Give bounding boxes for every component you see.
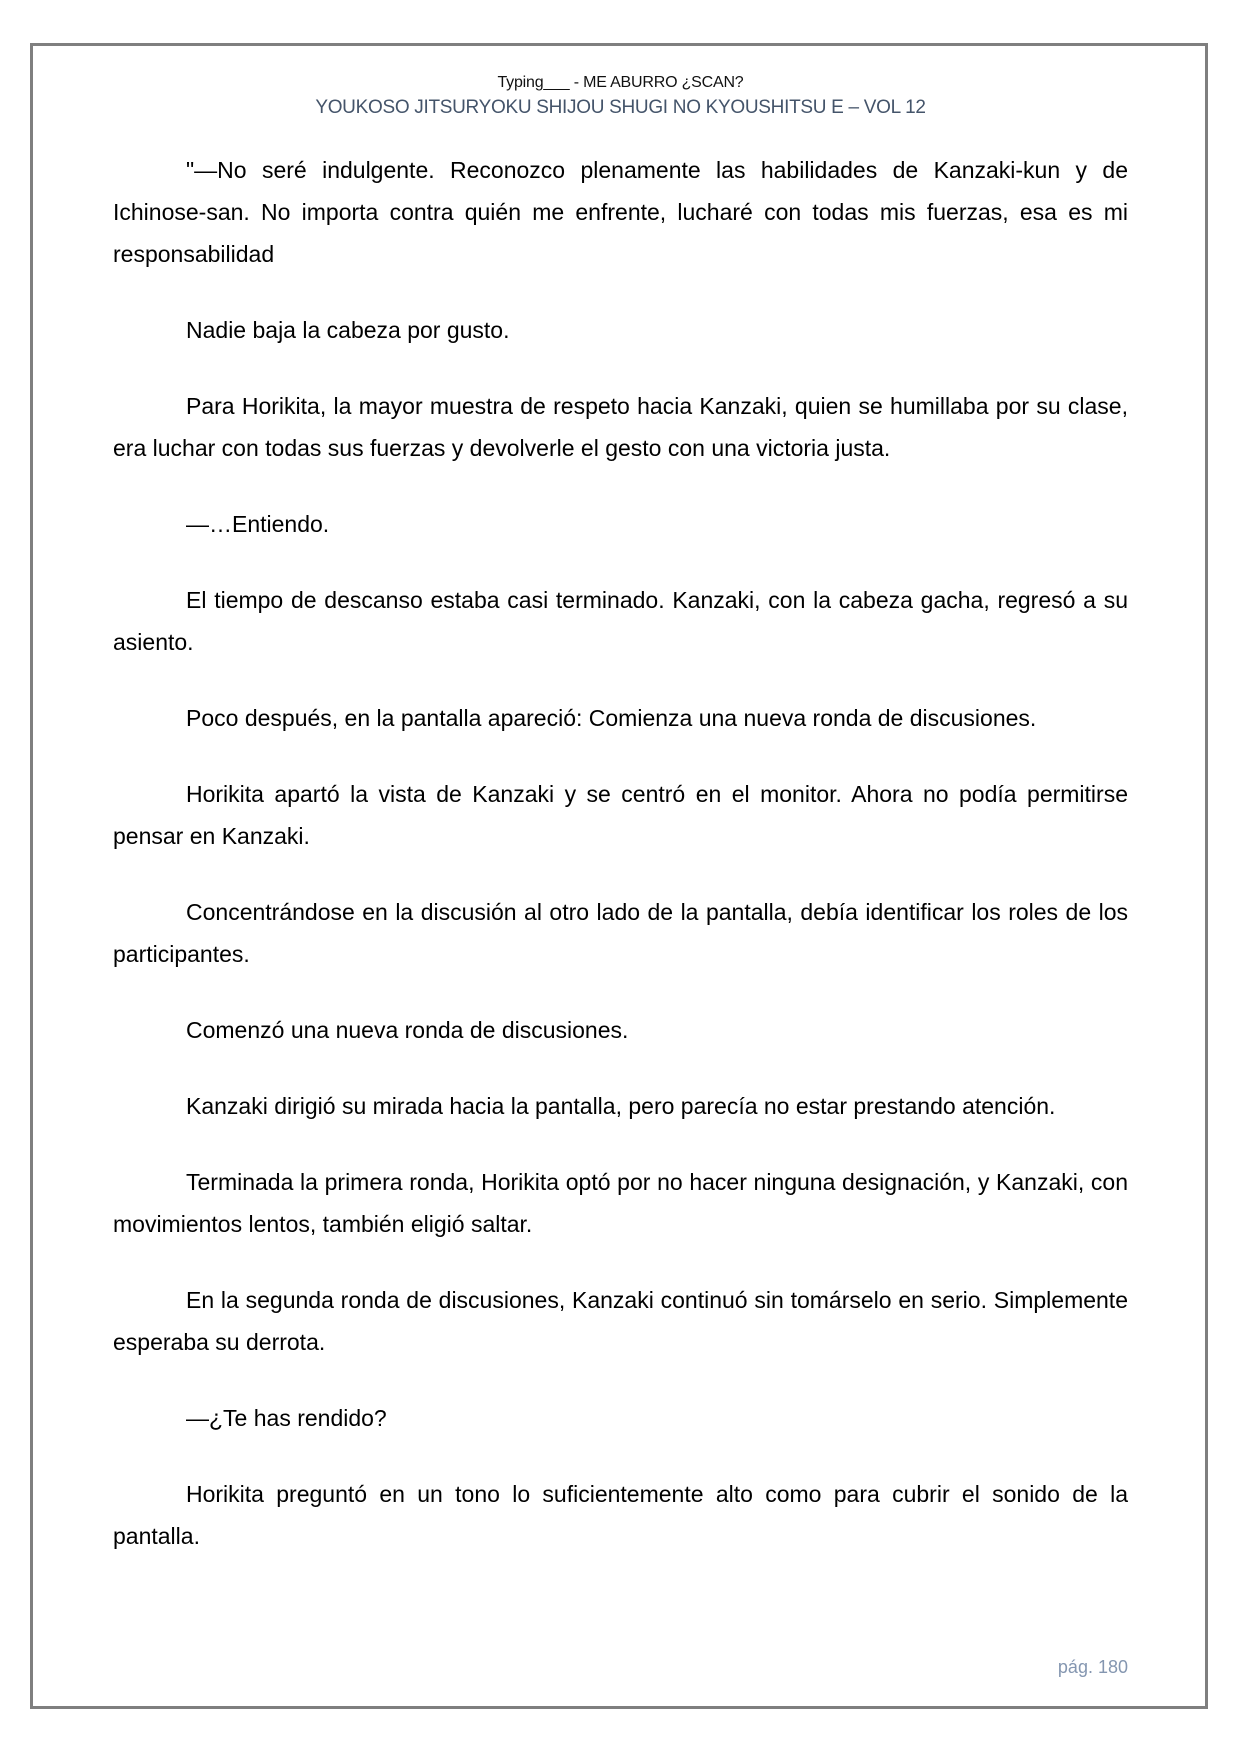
paragraph: Concentrándose en la discusión al otro lado de la pantalla, debía identificar los roles de los participantes.	[113, 899, 1128, 967]
paragraph: El tiempo de descanso estaba casi terminado. Kanzaki, con la cabeza gacha, regresó a su asiento.	[113, 587, 1128, 655]
page-number: pág. 180	[1057, 1657, 1128, 1677]
paragraph: Poco después, en la pantalla apareció: Comienza una nueva ronda de discusiones.	[186, 705, 1037, 731]
header-book-title: YOUKOSO JITSURYOKU SHIJOU SHUGI NO KYOUSHITSU E – VOL 12	[315, 97, 926, 118]
paragraph: —…Entiendo.	[186, 511, 330, 537]
page-header	[0, 72, 1241, 121]
document-body	[113, 149, 1128, 1591]
paragraph: Para Horikita, la mayor muestra de respeto hacia Kanzaki, quien se humillaba por su clase, era luchar con todas sus fuerzas y devolverle el gesto con una victoria justa.	[113, 393, 1128, 461]
paragraph: Kanzaki dirigió su mirada hacia la pantalla, pero parecía no estar prestando atención.	[186, 1093, 1056, 1119]
paragraph: —¿Te has rendido?	[186, 1405, 387, 1431]
paragraph: Horikita preguntó en un tono lo suficientemente alto como para cubrir el sonido de la pantalla.	[113, 1481, 1128, 1549]
paragraph: Comenzó una nueva ronda de discusiones.	[186, 1017, 629, 1043]
paragraph: Nadie baja la cabeza por gusto.	[186, 317, 510, 343]
paragraph: "—No seré indulgente. Reconozco plenamente las habilidades de Kanzaki-kun y de Ichinose-san. No importa contra quién me enfrente, lucharé con todas mis fuerzas, esa es mi responsabilidad	[113, 157, 1128, 267]
paragraph: En la segunda ronda de discusiones, Kanzaki continuó sin tomárselo en serio. Simplemente esperaba su derrota.	[113, 1287, 1128, 1355]
paragraph: Terminada la primera ronda, Horikita optó por no hacer ninguna designación, y Kanzaki, con movimientos lentos, también eligió saltar.	[113, 1169, 1128, 1237]
header-credit-line: Typing___ - ME ABURRO ¿SCAN?	[497, 74, 744, 91]
paragraph: Horikita apartó la vista de Kanzaki y se centró en el monitor. Ahora no podía permitirse pensar en Kanzaki.	[113, 781, 1128, 849]
